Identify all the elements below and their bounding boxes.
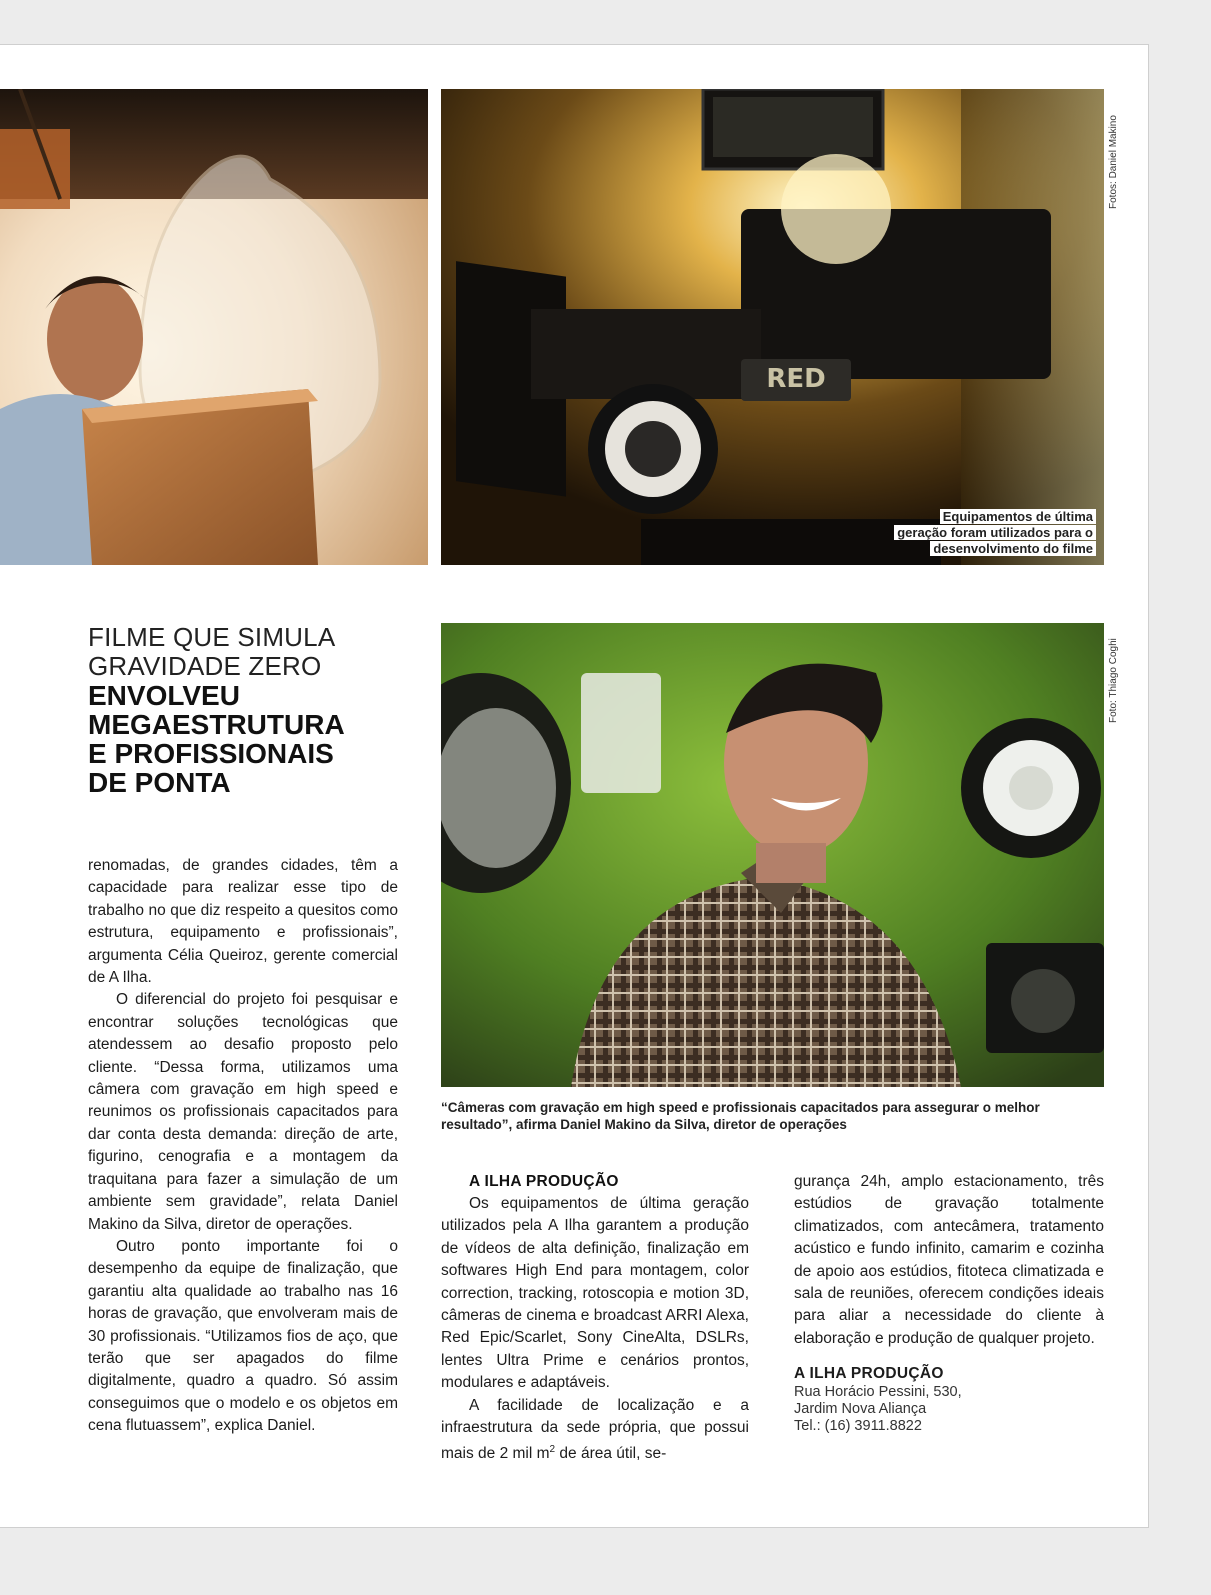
- right-paragraph-1: gurança 24h, amplo estacionamento, três estúdios de gravação totalmente climatizados, com antecâmera, tratamento acústico e fundo infinito, camarim e cozinha de apoio aos estúdios, fitoteca climatizada e sala de reuniões, oferecem condições ideais para aliar a necessidade do cliente à elaboração e produção de qualquer projeto.: [794, 1173, 1104, 1347]
- headline-light-line-2: GRAVIDADE ZERO: [88, 651, 322, 681]
- photo-portrait-daniel-art: [441, 623, 1104, 1087]
- headline-bold-line-4: DE PONTA: [88, 767, 231, 798]
- camera-photo-caption: [894, 509, 1096, 557]
- middle-paragraph-1: Os equipamentos de última geração utilizados pela A Ilha garantem a produção de vídeos de alta definição, finalização em softwares High End para montagem, color correction, tracking, rotoscopia e motion 3D, câmeras de cinema e broadcast ARRI Alexa, Red Epic/Scarlet, Sony CineAlta, DSLRs, lentes Ultra Prime e cenários prontos, modulares e adaptáveis.: [441, 1195, 749, 1392]
- photo-credit-top: Fotos: Daniel Makino: [1108, 115, 1119, 209]
- photo-credit-portrait: Foto: Thiago Coghi: [1108, 638, 1119, 723]
- middle-paragraph-2-end: de área útil, se-: [555, 1445, 667, 1463]
- address-street: Rua Horácio Pessini, 530,: [794, 1384, 962, 1401]
- photo-man-with-glass-jar: [0, 89, 428, 565]
- camera-caption-line-2: geração foram utilizados para o: [894, 525, 1096, 540]
- article-column-middle: [441, 1171, 749, 1466]
- section-title-a-ilha: A ILHA PRODUÇÃO: [469, 1173, 619, 1190]
- headline-bold-line-2: MEGAESTRUTURA: [88, 709, 345, 740]
- article-headline: [88, 623, 408, 797]
- middle-paragraph-2: [441, 1395, 749, 1466]
- address-phone: Tel.: (16) 3911.8822: [794, 1418, 922, 1435]
- photo-red-camera: [441, 89, 1104, 565]
- camera-caption-line-3: desenvolvimento do filme: [930, 541, 1096, 556]
- headline-bold-line-3: E PROFISSIONAIS: [88, 738, 334, 769]
- address-district: Jardim Nova Aliança: [794, 1401, 927, 1418]
- photo-red-camera-art: [441, 89, 1104, 565]
- headline-bold-line-1: ENVOLVEU: [88, 680, 240, 711]
- camera-brand-label: RED: [766, 364, 826, 394]
- middle-paragraph-2-start: A facilidade de localização e a infraestrutura da sede própria, que possui mais de 2 mil m: [441, 1396, 749, 1463]
- left-paragraph-1: renomadas, de grandes cidades, têm a capacidade para realizar esse tipo de trabalho no que diz respeito a quesitos como estrutura, equipamento e profissionais”, argumenta Célia Queiroz, gerente comercial de A Ilha.: [88, 857, 398, 987]
- camera-caption-line-1: Equipamentos de última: [940, 509, 1096, 524]
- left-paragraph-3: Outro ponto importante foi o desempenho da equipe de finalização, que garantiu alta qualidade ao trabalho nas 16 horas de gravação, que envolveram mais de 30 profissionais. “Utilizamos fios de aço, que terão que ser apagados do filme digitalmente, quadro a quadro. Só assim conseguimos que o modelo e os objetos em cena flutuassem”, explica Daniel.: [88, 1237, 398, 1435]
- photo-man-with-glass-jar-art: [0, 89, 428, 565]
- contact-address: [794, 1364, 1104, 1435]
- square-meter-superscript: 2: [549, 1444, 556, 1456]
- headline-light-line-1: FILME QUE SIMULA: [88, 622, 336, 652]
- address-title: A ILHA PRODUÇÃO: [794, 1365, 944, 1383]
- photo-portrait-daniel: [441, 623, 1104, 1087]
- left-paragraph-2: O diferencial do projeto foi pesquisar e encontrar soluções tecnológicas que atendessem ao desafio proposto pelo cliente. “Dessa forma, utilizamos uma câmera com gravação em high speed e reunimos os profissionais capacitados para dar conta desta demanda: direção de arte, figurino, cenografia e a montagem da traquitana para fazer a simulação de um ambiente sem gravidade”, relata Daniel Makino da Silva, diretor de operações.: [88, 991, 398, 1233]
- article-column-left: [88, 855, 398, 1438]
- portrait-caption: “Câmeras com gravação em high speed e profissionais capacitados para assegurar o melhor resultado”, afirma Daniel Makino da Silva, diretor de operações: [441, 1100, 1040, 1132]
- article-column-right: [794, 1171, 1104, 1435]
- magazine-page: [0, 44, 1149, 1528]
